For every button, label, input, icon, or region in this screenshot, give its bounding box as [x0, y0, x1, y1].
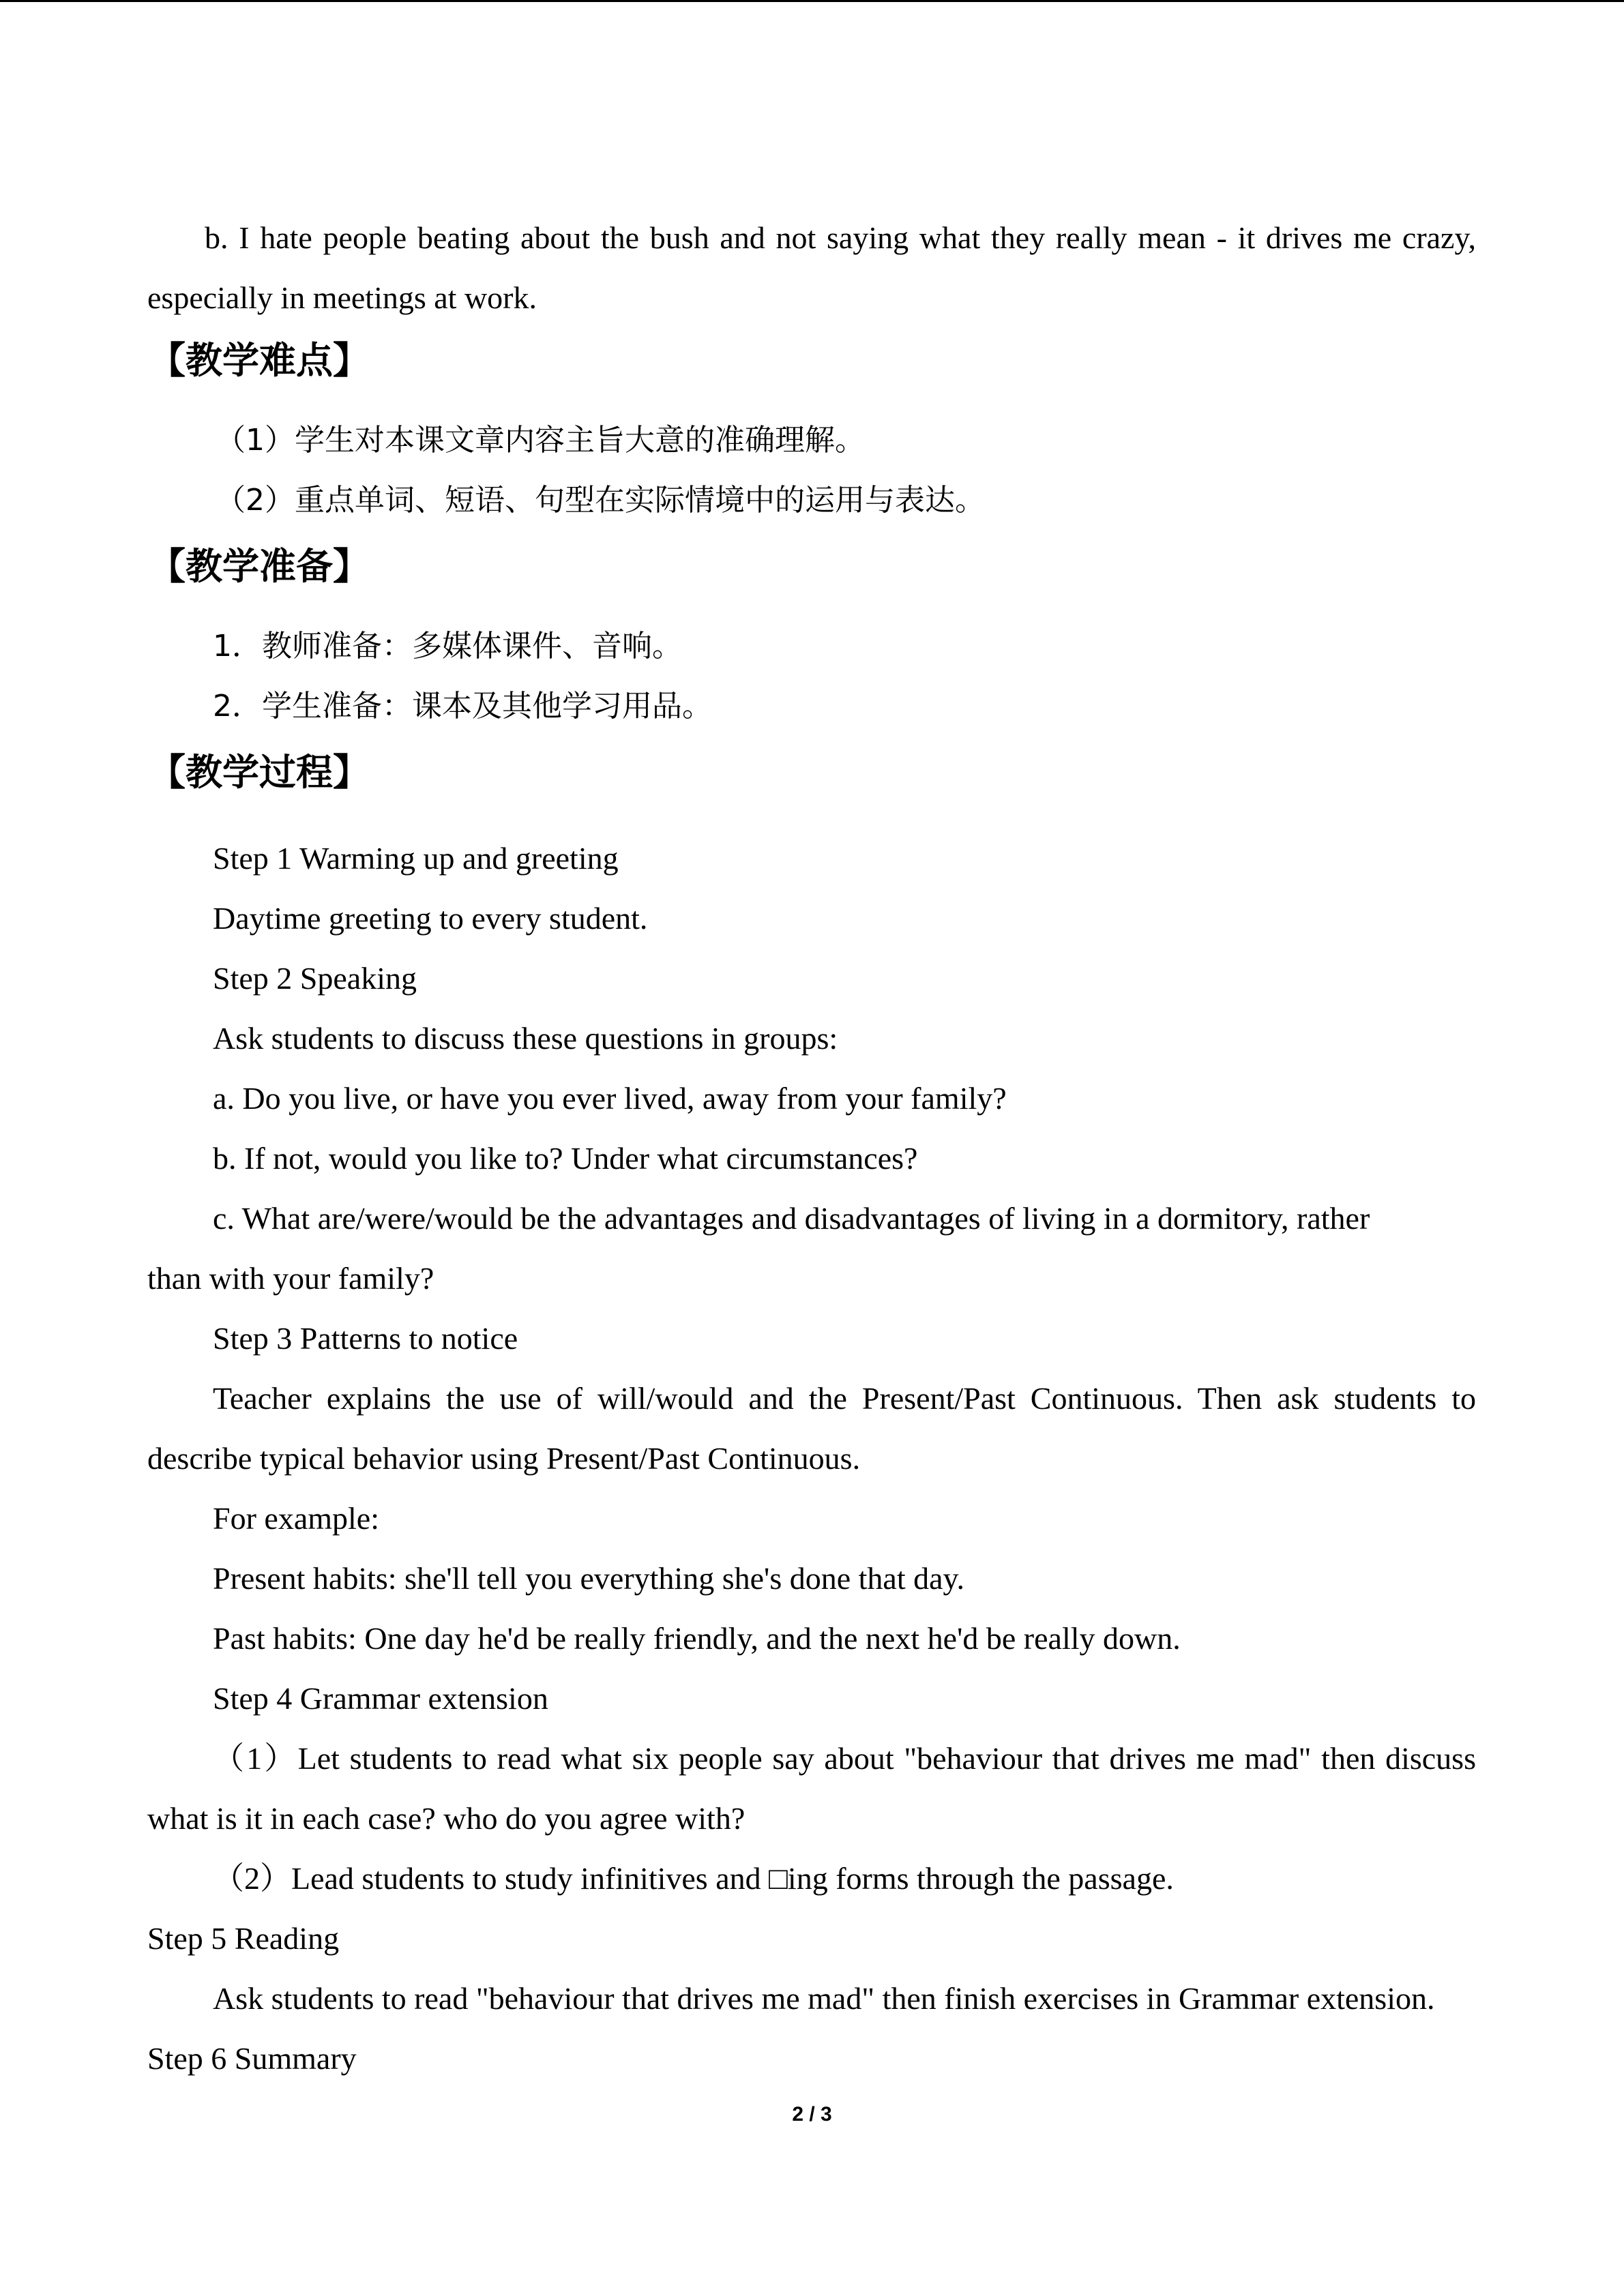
present-habits-example: Present habits: she'll tell you everything she's done that day.	[213, 1561, 965, 1596]
section-heading-preparation: 【教学准备】	[149, 545, 370, 588]
preparation-item-2: 2．学生准备：课本及其他学习用品。	[213, 689, 712, 724]
step6-title: Step 6 Summary	[147, 2041, 357, 2076]
question-c-line-1: c. What are/were/would be the advantages and disadvantages of living in a dormitory, rather	[213, 1201, 1370, 1236]
step3-line-1: Teacher explains the use of will/would and the Present/Past Continuous. Then ask students to	[213, 1381, 1476, 1416]
step3-line-2: describe typical behavior using Present/Past Continuous.	[147, 1441, 861, 1476]
question-a: a. Do you live, or have you ever lived, away from your family?	[213, 1081, 1007, 1116]
step1-title: Step 1 Warming up and greeting	[213, 841, 619, 876]
difficulty-item-1: （1）学生对本课文章内容主旨大意的准确理解。	[216, 423, 865, 458]
step4-item-1-line-2: what is it in each case? who do you agree with?	[147, 1801, 745, 1836]
example-label: For example:	[213, 1501, 379, 1536]
step4-item-2: （2）Lead students to study infinitives and □ing forms through the passage.	[213, 1861, 1174, 1896]
step2-text: Ask students to discuss these questions in groups:	[213, 1021, 838, 1056]
page-number: 2 / 3	[792, 2103, 832, 2126]
step2-title: Step 2 Speaking	[213, 961, 417, 996]
intro-line-2: especially in meetings at work.	[147, 280, 537, 315]
difficulty-item-2: （2）重点单词、短语、句型在实际情境中的运用与表达。	[216, 483, 985, 518]
intro-line-1: b. I hate people beating about the bush and not saying what they really mean - it drives me crazy,	[205, 220, 1476, 255]
section-heading-process: 【教学过程】	[149, 751, 370, 794]
question-c-line-2: than with your family?	[147, 1261, 434, 1296]
step5-title: Step 5 Reading	[147, 1921, 340, 1956]
question-b: b. If not, would you like to? Under what circumstances?	[213, 1141, 918, 1176]
step3-title: Step 3 Patterns to notice	[213, 1321, 518, 1356]
preparation-item-1: 1．教师准备：多媒体课件、音响。	[213, 629, 682, 664]
step4-title: Step 4 Grammar extension	[213, 1681, 548, 1716]
past-habits-example: Past habits: One day he'd be really friendly, and the next he'd be really down.	[213, 1621, 1181, 1656]
section-heading-difficulties: 【教学难点】	[149, 339, 370, 382]
top-border-rule	[0, 0, 1624, 2]
step1-text: Daytime greeting to every student.	[213, 901, 648, 936]
step4-item-1-line-1: （1）Let students to read what six people say about "behaviour that drives me mad" then discuss	[213, 1741, 1476, 1776]
step5-text: Ask students to read "behaviour that drives me mad" then finish exercises in Grammar extension.	[213, 1981, 1435, 2016]
